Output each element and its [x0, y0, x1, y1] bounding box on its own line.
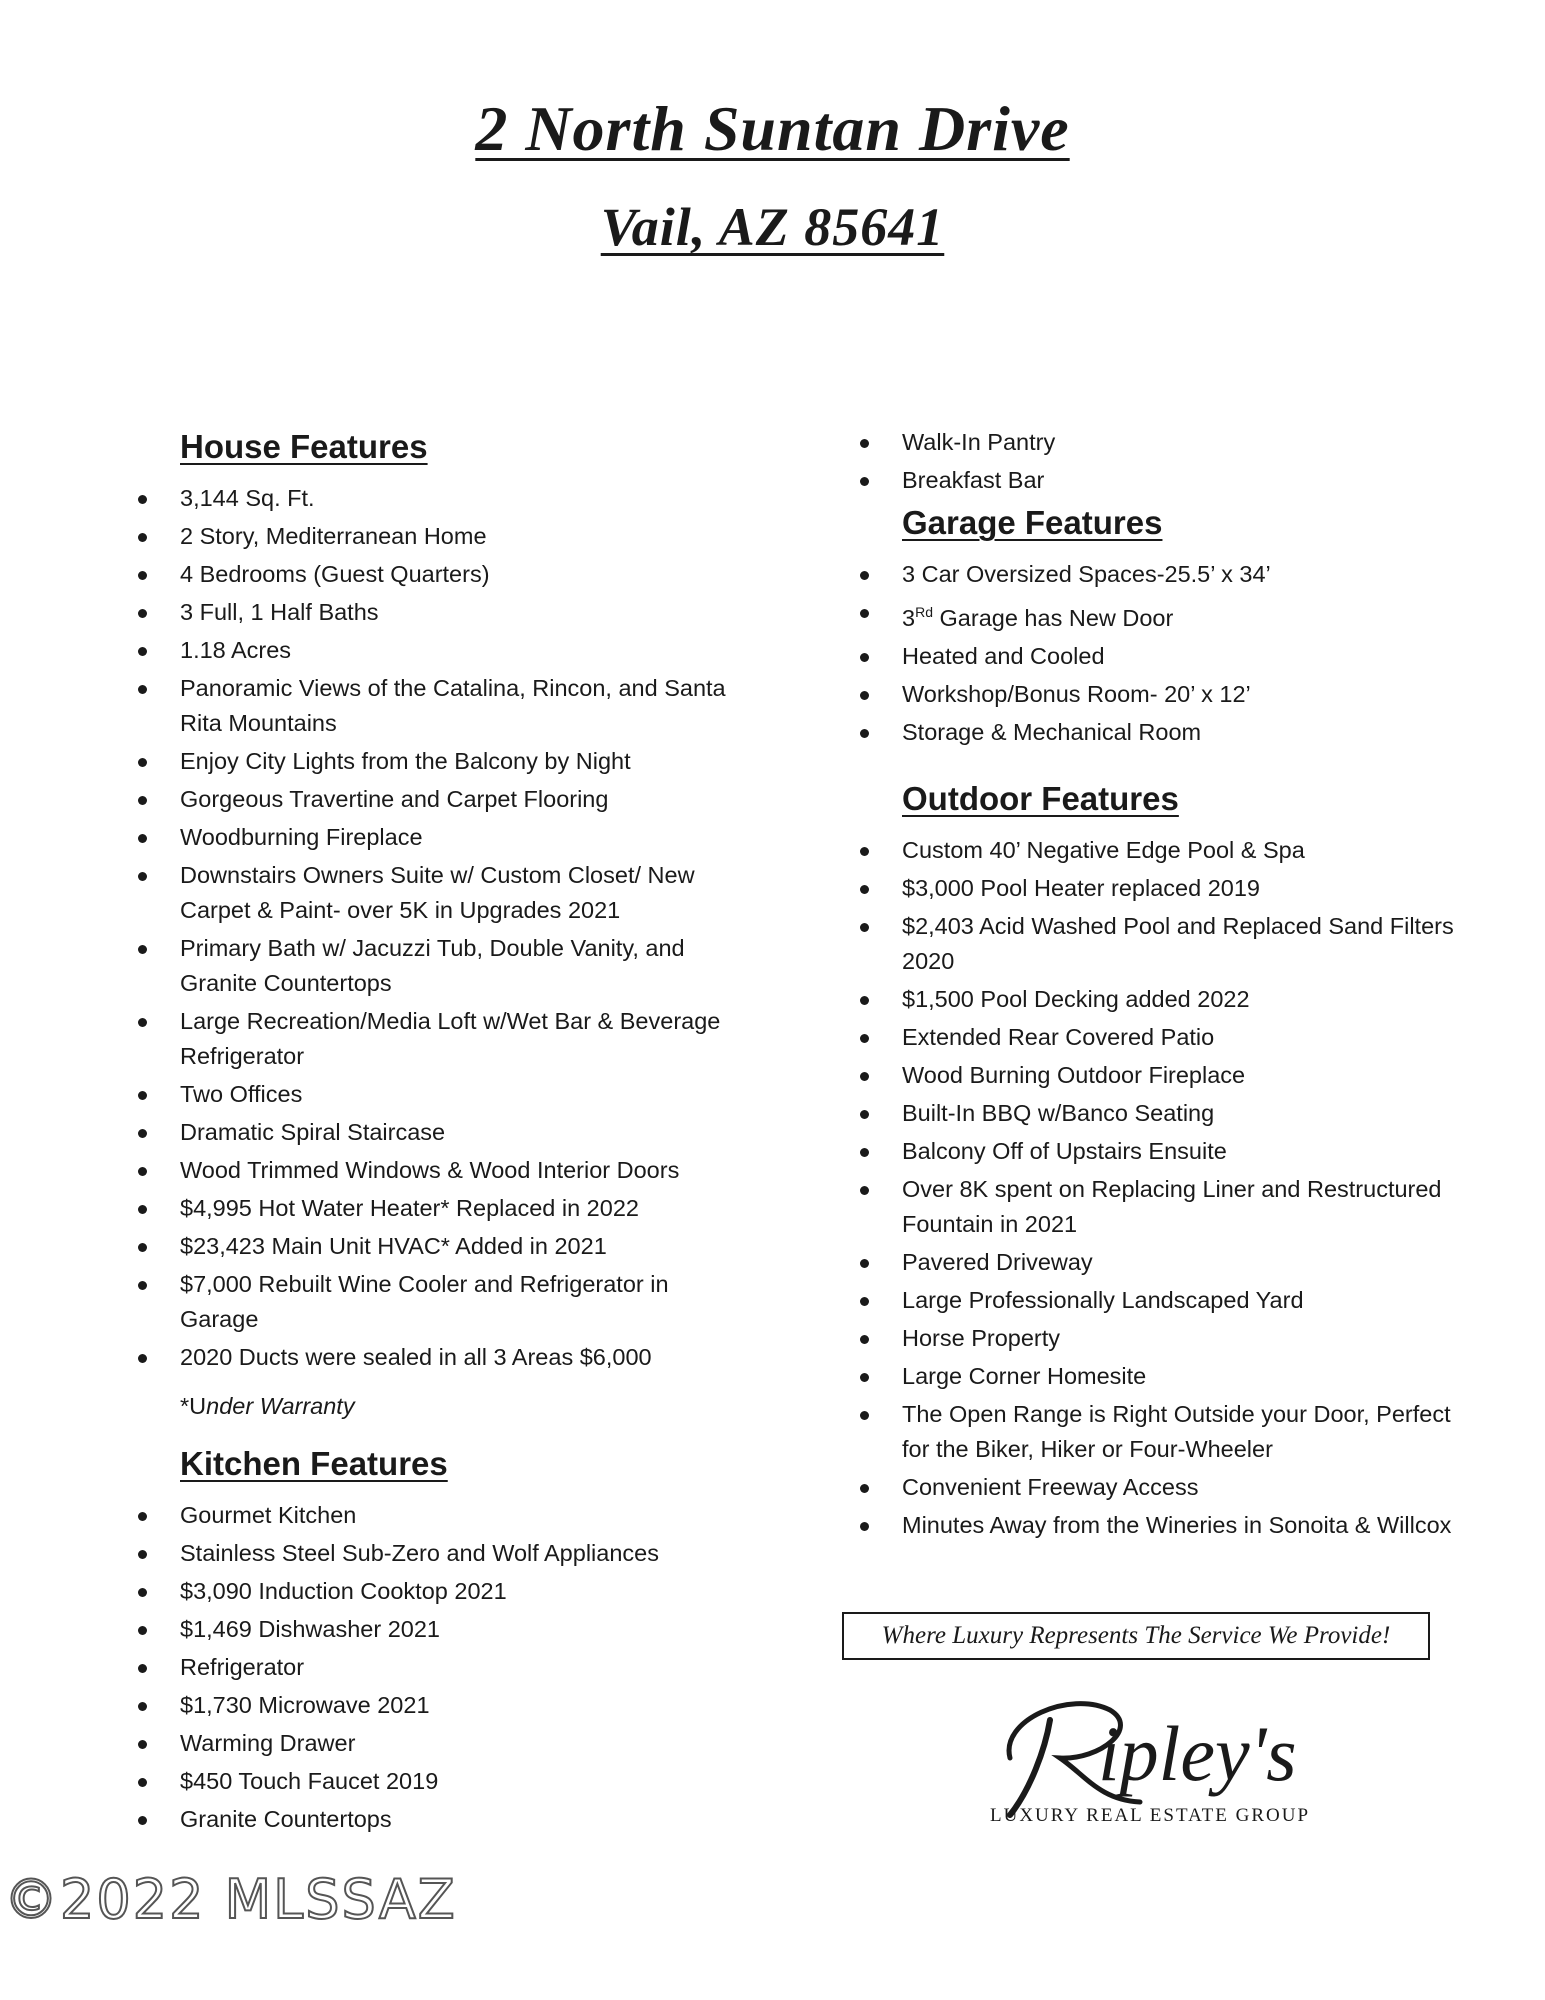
house-features-list: [180, 481, 740, 1375]
list-item: Horse Property: [902, 1321, 1462, 1356]
list-item: Gourmet Kitchen: [180, 1498, 740, 1533]
list-item: Stainless Steel Sub-Zero and Wolf Appliances: [180, 1536, 740, 1571]
list-item: Heated and Cooled: [902, 639, 1462, 674]
right-column: [902, 425, 1462, 1546]
outdoor-features-list: [902, 833, 1462, 1543]
logo-subtitle: LUXURY REAL ESTATE GROUP: [990, 1805, 1311, 1826]
list-item: Pavered Driveway: [902, 1245, 1462, 1280]
list-item: $2,403 Acid Washed Pool and Replaced Sand Filters 2020: [902, 909, 1462, 979]
list-item: $1,469 Dishwasher 2021: [180, 1612, 740, 1647]
list-item: Storage & Mechanical Room: [902, 715, 1462, 750]
list-item: Large Professionally Landscaped Yard: [902, 1283, 1462, 1318]
garage-features-heading: Garage Features: [902, 504, 1163, 541]
list-item: Walk-In Pantry: [902, 425, 1462, 460]
list-item: $7,000 Rebuilt Wine Cooler and Refrigerator in Garage: [180, 1267, 740, 1337]
list-item: $3,000 Pool Heater replaced 2019: [902, 871, 1462, 906]
list-item: Breakfast Bar: [902, 463, 1462, 498]
left-column: [180, 425, 740, 1840]
warranty-note: *Under Warranty: [180, 1393, 355, 1419]
kitchen-features-list-continued: [902, 425, 1462, 498]
list-item: Over 8K spent on Replacing Liner and Restructured Fountain in 2021: [902, 1172, 1462, 1242]
address-title: 2 North Suntan Drive: [475, 93, 1070, 164]
list-item: $1,500 Pool Decking added 2022: [902, 982, 1462, 1017]
list-item: 3 Car Oversized Spaces-25.5’ x 34’: [902, 557, 1462, 592]
service-tagline: Where Luxury Represents The Service We Provide!: [842, 1612, 1430, 1660]
list-item: Two Offices: [180, 1077, 740, 1112]
list-item: Warming Drawer: [180, 1726, 740, 1761]
list-item: Built-In BBQ w/Banco Seating: [902, 1096, 1462, 1131]
list-item: $4,995 Hot Water Heater* Replaced in 2022: [180, 1191, 740, 1226]
list-item: 3,144 Sq. Ft.: [180, 481, 740, 516]
outdoor-features-heading: Outdoor Features: [902, 779, 1179, 817]
kitchen-features-list: [180, 1498, 740, 1837]
kitchen-features-heading: Kitchen Features: [180, 1445, 448, 1482]
list-item: Large Recreation/Media Loft w/Wet Bar & Beverage Refrigerator: [180, 1004, 740, 1074]
list-item: Convenient Freeway Access: [902, 1470, 1462, 1505]
list-item: Balcony Off of Upstairs Ensuite: [902, 1134, 1462, 1169]
list-item: $450 Touch Faucet 2019: [180, 1764, 740, 1799]
list-item: Enjoy City Lights from the Balcony by Night: [180, 744, 740, 779]
list-item: Refrigerator: [180, 1650, 740, 1685]
list-item: Woodburning Fireplace: [180, 820, 740, 855]
list-item: Workshop/Bonus Room- 20’ x 12’: [902, 677, 1462, 712]
list-item: 2020 Ducts were sealed in all 3 Areas $6,000: [180, 1340, 740, 1375]
list-item: 2 Story, Mediterranean Home: [180, 519, 740, 554]
list-item: $3,090 Induction Cooktop 2021: [180, 1574, 740, 1609]
svg-text:ipley's: ipley's: [1098, 1710, 1297, 1797]
list-item: $23,423 Main Unit HVAC* Added in 2021: [180, 1229, 740, 1264]
garage-features-list: [902, 557, 1462, 750]
list-item: 4 Bedrooms (Guest Quarters): [180, 557, 740, 592]
list-item: Wood Trimmed Windows & Wood Interior Doors: [180, 1153, 740, 1188]
list-item: Primary Bath w/ Jacuzzi Tub, Double Vanity, and Granite Countertops: [180, 931, 740, 1001]
list-item: Minutes Away from the Wineries in Sonoita & Willcox: [902, 1508, 1462, 1543]
list-item: Granite Countertops: [180, 1802, 740, 1837]
list-item: Downstairs Owners Suite w/ Custom Closet/ New Carpet & Paint- over 5K in Upgrades 2021: [180, 858, 740, 928]
list-item: 3Rd Garage has New Door: [902, 595, 1462, 636]
list-item: Custom 40’ Negative Edge Pool & Spa: [902, 833, 1462, 868]
list-item: Dramatic Spiral Staircase: [180, 1115, 740, 1150]
city-subtitle: Vail, AZ 85641: [600, 197, 945, 257]
list-item: Large Corner Homesite: [902, 1359, 1462, 1394]
list-item: 3 Full, 1 Half Baths: [180, 595, 740, 630]
list-item: 1.18 Acres: [180, 633, 740, 668]
list-item: Extended Rear Covered Patio: [902, 1020, 1462, 1055]
list-item: Wood Burning Outdoor Fireplace: [902, 1058, 1462, 1093]
list-item: $1,730 Microwave 2021: [180, 1688, 740, 1723]
list-item: Panoramic Views of the Catalina, Rincon, and Santa Rita Mountains: [180, 671, 740, 741]
list-item: Gorgeous Travertine and Carpet Flooring: [180, 782, 740, 817]
list-item: The Open Range is Right Outside your Door, Perfect for the Biker, Hiker or Four-Wheeler: [902, 1397, 1462, 1467]
mls-watermark: ©2022 MLSSAZ: [4, 1868, 457, 1931]
house-features-heading: House Features: [180, 428, 428, 465]
